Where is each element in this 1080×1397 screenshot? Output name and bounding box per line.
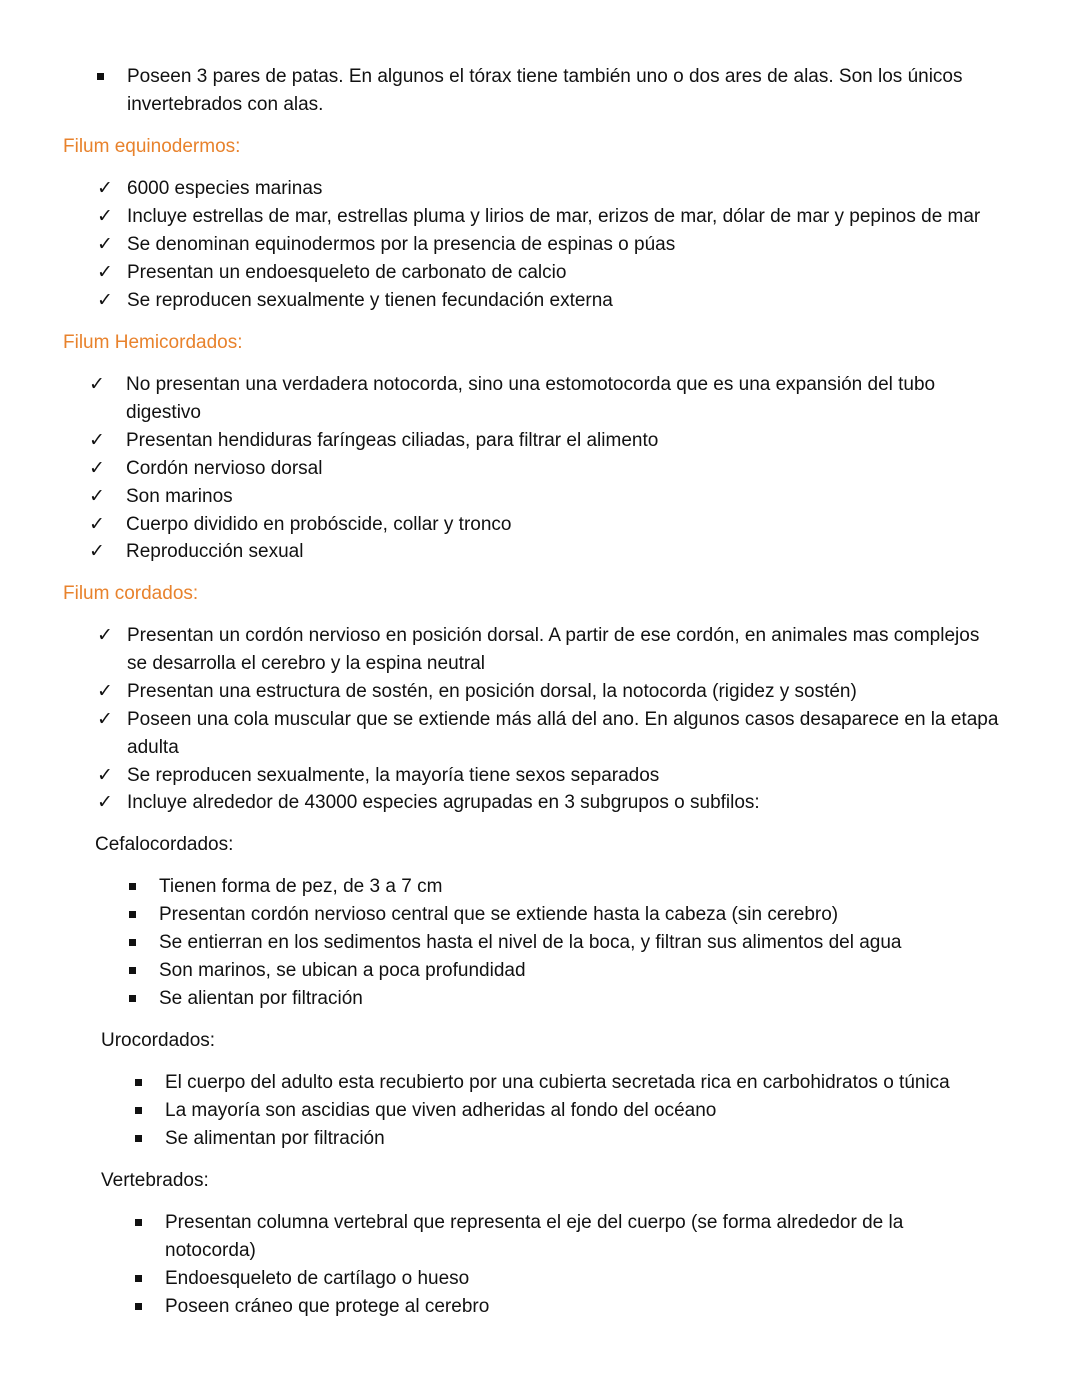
list-item: La mayoría son ascidias que viven adheridas al fondo del océano (165, 1100, 717, 1121)
list-item: No presentan una verdadera notocorda, sino una estomotocorda que es una expansión del tubo (126, 374, 936, 395)
list-item: Presentan un endoesqueleto de carbonato de calcio (127, 262, 567, 283)
list-item-continuation: se desarrolla el cerebro y la espina neutral (127, 653, 486, 674)
square-bullet-icon (129, 995, 136, 1002)
check-mark-icon: ✓ (97, 681, 113, 702)
list-item: Presentan cordón nervioso central que se extiende hasta la cabeza (sin cerebro) (159, 904, 839, 925)
check-mark-icon: ✓ (89, 374, 105, 395)
list-item: Se alientan por filtración (159, 988, 363, 1009)
list-item: Presentan columna vertebral que representa el eje del cuerpo (se forma alrededor de la (165, 1212, 904, 1233)
square-bullet-icon (135, 1135, 142, 1142)
heading-hemicordados: Filum Hemicordados: (63, 332, 243, 353)
check-mark-icon: ✓ (97, 792, 113, 813)
list-item: Presentan una estructura de sostén, en posición dorsal, la notocorda (rigidez y sostén) (127, 681, 857, 702)
square-bullet-icon (135, 1107, 142, 1114)
list-item: Se denominan equinodermos por la presencia de espinas o púas (127, 234, 676, 255)
intro-line-1: Poseen 3 pares de patas. En algunos el tórax tiene también uno o dos ares de alas. Son los únicos (127, 66, 963, 87)
check-mark-icon: ✓ (97, 765, 113, 786)
list-item: Poseen cráneo que protege al cerebro (165, 1296, 490, 1317)
list-item: Presentan un cordón nervioso en posición dorsal. A partir de ese cordón, en animales mas complejos (127, 625, 980, 646)
square-bullet-icon (129, 911, 136, 918)
check-mark-icon: ✓ (89, 514, 105, 535)
list-item-continuation: adulta (127, 737, 179, 758)
heading-cordados: Filum cordados: (63, 583, 199, 604)
list-item: Se reproducen sexualmente, la mayoría tiene sexos separados (127, 765, 660, 786)
square-bullet-icon (135, 1303, 142, 1310)
intro-line-2: invertebrados con alas. (127, 94, 324, 115)
list-item: El cuerpo del adulto esta recubierto por una cubierta secretada rica en carbohidratos o túnica (165, 1072, 950, 1093)
subheading-cefalocordados: Cefalocordados: (95, 834, 234, 855)
list-item: Tienen forma de pez, de 3 a 7 cm (159, 876, 443, 897)
square-bullet-icon (129, 939, 136, 946)
check-mark-icon: ✓ (97, 206, 113, 227)
check-mark-icon: ✓ (97, 178, 113, 199)
list-item-continuation: notocorda) (165, 1240, 256, 1261)
list-item: Son marinos (126, 486, 233, 507)
list-item: 6000 especies marinas (127, 178, 323, 199)
list-item: Presentan hendiduras faríngeas ciliadas, para filtrar el alimento (126, 430, 659, 451)
subheading-urocordados: Urocordados: (101, 1030, 216, 1051)
list-item: Se entierran en los sedimentos hasta el nivel de la boca, y filtran sus alimentos del agua (159, 932, 902, 953)
list-item: Poseen una cola muscular que se extiende más allá del ano. En algunos casos desaparece en la etapa (127, 709, 999, 730)
check-mark-icon: ✓ (97, 709, 113, 730)
check-mark-icon: ✓ (89, 486, 105, 507)
check-mark-icon: ✓ (97, 234, 113, 255)
list-item: Cuerpo dividido en probóscide, collar y tronco (126, 514, 512, 535)
list-item: Se reproducen sexualmente y tienen fecundación externa (127, 290, 613, 311)
check-mark-icon: ✓ (97, 290, 113, 311)
list-item: Cordón nervioso dorsal (126, 458, 323, 479)
square-bullet-icon (135, 1079, 142, 1086)
list-item: Endoesqueleto de cartílago o hueso (165, 1268, 470, 1289)
check-mark-icon: ✓ (89, 430, 105, 451)
square-bullet-icon (135, 1275, 142, 1282)
square-bullet-icon (135, 1219, 142, 1226)
check-mark-icon: ✓ (97, 262, 113, 283)
list-item: Se alimentan por filtración (165, 1128, 385, 1149)
subheading-vertebrados: Vertebrados: (101, 1170, 209, 1191)
list-item: Son marinos, se ubican a poca profundidad (159, 960, 526, 981)
list-item: Incluye estrellas de mar, estrellas pluma y lirios de mar, erizos de mar, dólar de mar y pepinos de mar (127, 206, 981, 227)
list-item: Reproducción sexual (126, 541, 304, 562)
square-bullet-icon (129, 883, 136, 890)
check-mark-icon: ✓ (89, 541, 105, 562)
square-bullet-icon (97, 73, 104, 80)
list-item-continuation: digestivo (126, 402, 201, 423)
square-bullet-icon (129, 967, 136, 974)
list-item: Incluye alrededor de 43000 especies agrupadas en 3 subgrupos o subfilos: (127, 792, 760, 813)
check-mark-icon: ✓ (97, 625, 113, 646)
heading-equinodermos: Filum equinodermos: (63, 136, 241, 157)
check-mark-icon: ✓ (89, 458, 105, 479)
